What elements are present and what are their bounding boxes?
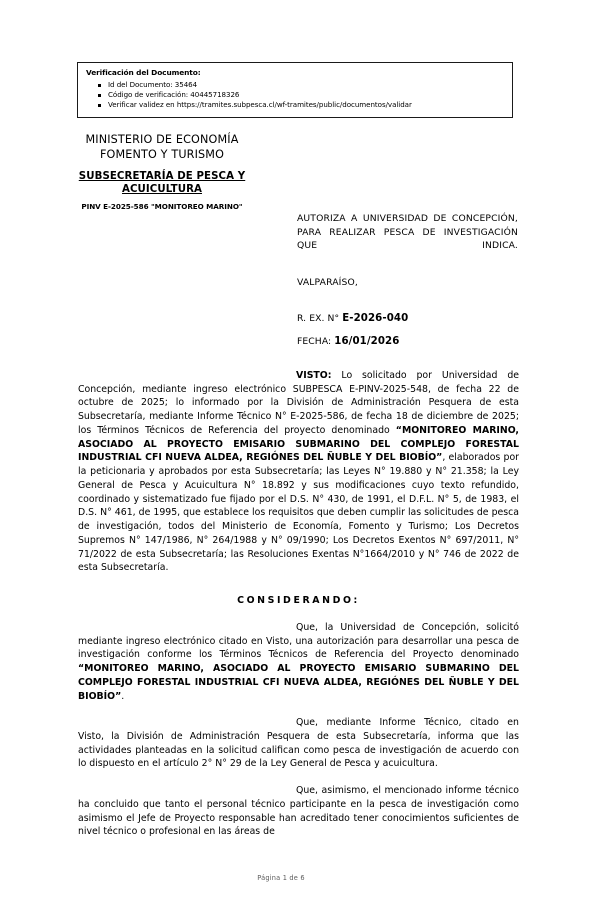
letterhead bbox=[44, 133, 280, 211]
considerando-1-project-title: “MONITOREO MARINO, ASOCIADO AL PROYECTO EMISARIO SUBMARINO DEL COMPLEJO FORESTAL INDUSTRIAL CFI NUEVA ALDEA, REGIÓNES DEL ÑUBLE Y DEL BIOBÍO” bbox=[78, 663, 519, 702]
resolution-number-value: E-2026-040 bbox=[342, 312, 409, 324]
considerando-2-lead: Que, mediante Informe Técnico, citado bbox=[296, 717, 499, 729]
visto-text-b: , elaborados por la peticionaria y aprobados por esta Subsecretaría; las Leyes N° 19.880 y N° 21.358; la Ley General de Pesca y Acuicultura N° 18.892 y sus modificaciones cuyo texto refundido, coordinado y sistematizado fue fijado por el D.S. N° 430, de 1991, el D.F.L. N° 5, de 1983, el D.S. N° 461, de 1995, que establece los requisitos que deben cumplir las solicitudes de pesca de investigación, todos del Ministerio de Economía, Fomento y Turismo; Los Decretos Supremos N° 147/1986, N° 264/1988 y N° 09/1990; Los Decretos Exentos N° 697/2011, N° 71/2022 de esta Subsecretaría; las Resoluciones Exentas N°1664/2010 y N° 746 de 2022 de esta Subsecretaría. bbox=[78, 452, 519, 574]
pinv-project-code: PINV E-2025-586 "MONITOREO MARINO" bbox=[81, 202, 243, 212]
document-verification-box bbox=[77, 62, 513, 118]
verification-item-code: Código de verificación: 40445718326 bbox=[108, 90, 506, 100]
ministry-name bbox=[44, 133, 280, 163]
verification-item-id: Id del Documento: 35464 bbox=[108, 80, 506, 90]
visto-label: VISTO: bbox=[296, 370, 332, 381]
subsecretaria-line-1: SUBSECRETARÍA DE PESCA Y bbox=[78, 170, 246, 182]
considerando-3-lead: Que, asimismo, el mencionado informe bbox=[296, 785, 482, 797]
resolution-date-line bbox=[297, 336, 518, 347]
visto-text-a: Lo solicitado por Universidad de Concepción, mediante ingreso electrónico SUBPESCA E-PINV-2025-548, de fecha 22 de octubre de 2025; lo informado por la División de Administración Pesquera de esta Subsecretaría, mediante Informe Técnico N° E-2025-586, de fecha 18 de diciembre de 2025; los Términos Técnicos de Referencia del proyecto denominado bbox=[78, 370, 519, 436]
paragraph-considerando-3 bbox=[78, 784, 519, 839]
issue-city: VALPARAÍSO, bbox=[297, 276, 358, 288]
document-heading bbox=[297, 212, 518, 347]
considerando-1-text-a: solicitó mediante ingreso electrónico citado en Visto, una autorización para desarrollar una pesca de investigación conforme los Términos Técnicos de Referencia del Proyecto denominado bbox=[78, 621, 519, 661]
subsecretaria-line-2: ACUICULTURA bbox=[121, 183, 203, 195]
paragraph-considerando-2 bbox=[78, 716, 519, 771]
verification-title: Verificación del Documento: bbox=[86, 68, 201, 77]
resolution-date-label: FECHA: bbox=[297, 335, 332, 347]
considerando-1-text-b: . bbox=[121, 690, 125, 702]
page-number-label: Página 1 de 6 bbox=[257, 874, 305, 882]
paragraph-considerando-1 bbox=[78, 621, 519, 703]
considerando-2-text: en Visto, la División de Administración Pesquera de esta Subsecretaría, informa que las actividades planteadas en la solicitud califican como pesca de investigación de acuerdo con lo dispuesto en el artículo 2° N° 29 de la Ley General de Pesca y acuicultura. bbox=[78, 717, 519, 770]
verification-item-url[interactable]: Verificar validez en https://tramites.subpesca.cl/wf-tramites/public/documentos/validar bbox=[108, 100, 506, 110]
verification-list bbox=[86, 80, 506, 111]
document-subject: AUTORIZA A UNIVERSIDAD DE CONCEPCIÓN, PARA REALIZAR PESCA DE INVESTIGACIÓN QUE INDICA. bbox=[297, 213, 518, 252]
page-footer bbox=[0, 874, 600, 882]
considerando-1-lead: Que, la Universidad de Concepción, bbox=[296, 621, 480, 633]
visto-project-title: “MONITOREO MARINO, ASOCIADO AL PROYECTO EMISARIO SUBMARINO DEL COMPLEJO FORESTAL INDUSTRIAL CFI NUEVA ALDEA, REGIÓNES DEL ÑUBLE Y DEL BIOBÍO” bbox=[78, 424, 519, 464]
ministry-line-2: FOMENTO Y TURISMO bbox=[99, 147, 225, 161]
considerando-3-text: técnico ha concluido que tanto el personal técnico participante en la pesca de investigación como asimismo el Jefe de Proyecto responsable han acreditado tener conocimientos suficientes de nivel técnico o profesional en las áreas de bbox=[78, 785, 519, 838]
paragraph-visto bbox=[78, 369, 519, 575]
subsecretaria-name bbox=[44, 170, 280, 197]
resolution-date-value: 16/01/2026 bbox=[334, 335, 400, 347]
resolution-number-line bbox=[297, 313, 518, 324]
resolution-number-label: R. EX. N° bbox=[297, 312, 340, 324]
ministry-line-1: MINISTERIO DE ECONOMÍA bbox=[85, 133, 239, 146]
document-body bbox=[78, 369, 519, 839]
considerando-heading: CONSIDERANDO: bbox=[237, 595, 360, 607]
